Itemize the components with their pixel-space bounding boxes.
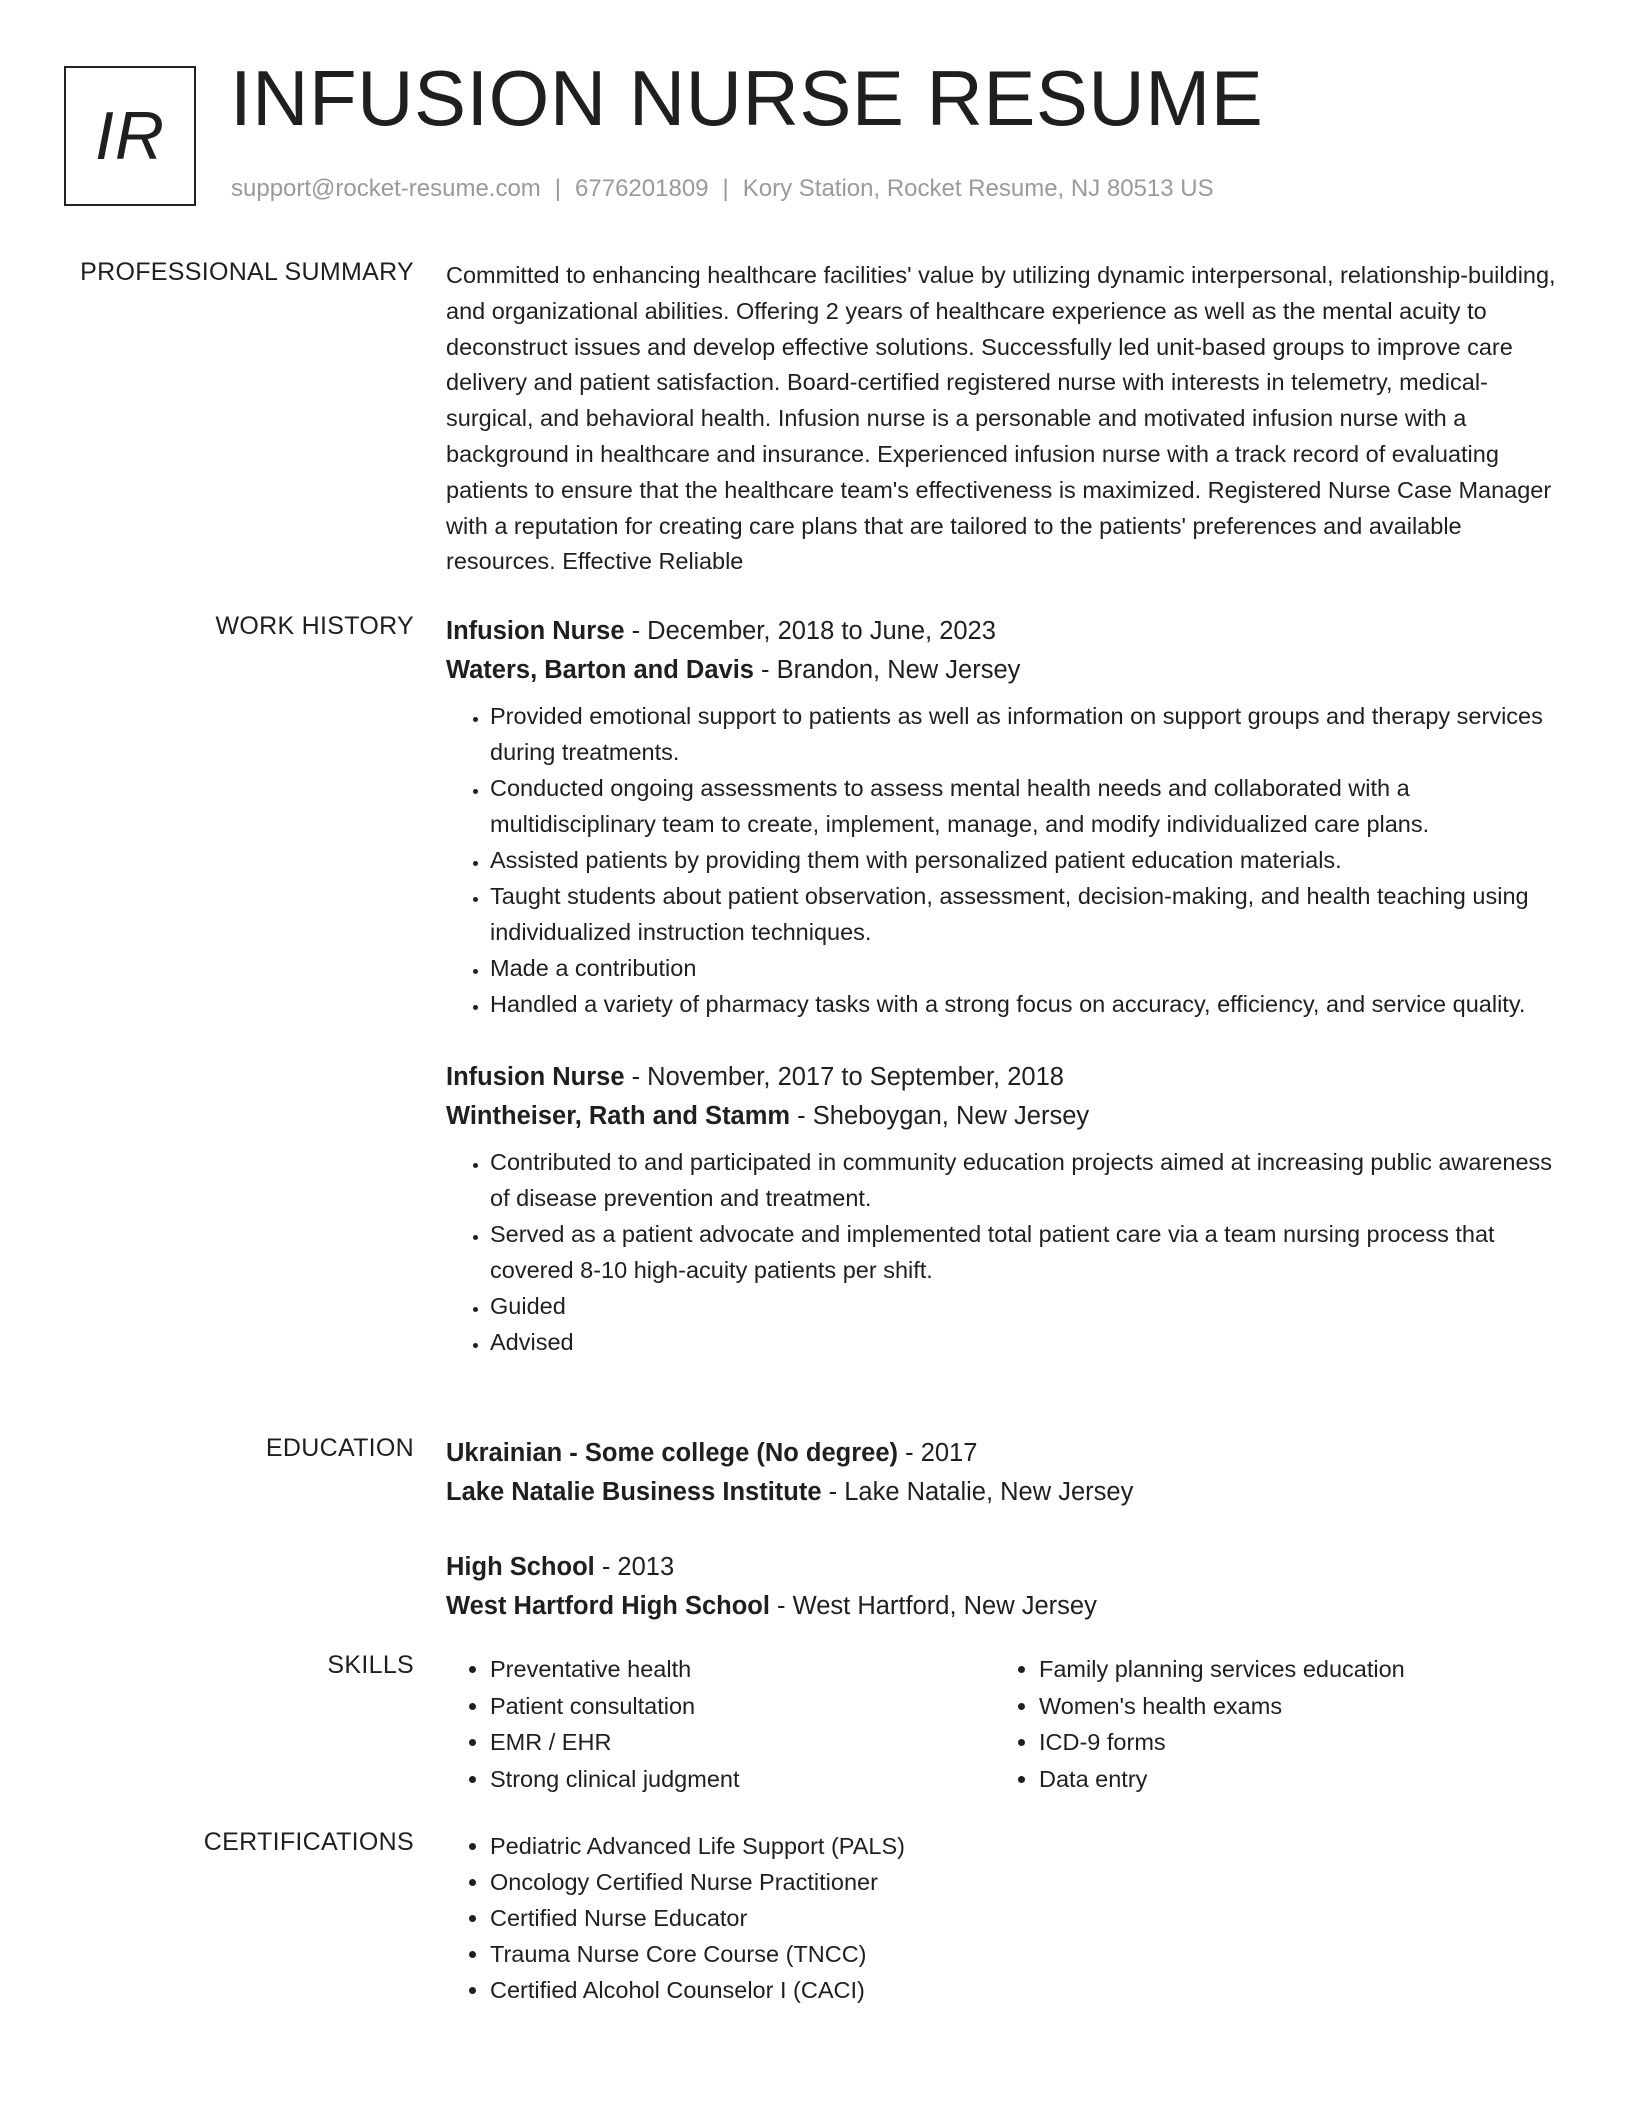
contact-email: support@rocket-resume.com [231,175,541,202]
job-bullet: • Made a contribution [490,950,1556,986]
education-school-line [446,1587,1556,1626]
education-degree: High School [446,1553,595,1581]
skill-item: • Family planning services education [1039,1651,1544,1688]
skills-body [446,1651,1556,1797]
skill-item: • Data entry [1039,1761,1544,1798]
certification-item: • Certified Nurse Educator [490,1900,1556,1936]
skill-item: • Strong clinical judgment [490,1761,995,1798]
education-school: West Hartford High School [446,1592,770,1620]
job-company: Waters, Barton and Davis [446,656,754,684]
contact-address: Kory Station, Rocket Resume, NJ 80513 US [742,175,1214,202]
job-dates: - November, 2017 to September, 2018 [624,1063,1064,1091]
job-bullet: • Contributed to and participated in community education projects aimed at increasing public awareness of disease prevention and treatment. [490,1144,1556,1216]
section-heading: CERTIFICATIONS [203,1828,414,1856]
section-heading: EDUCATION [265,1434,414,1462]
job-title: Infusion Nurse [446,617,625,645]
education-school: Lake Natalie Business Institute [446,1478,822,1506]
job-bullet: • Provided emotional support to patients as well as information on support groups and therapy services during treatments. [490,698,1556,770]
monogram-text: IR [95,98,165,174]
education-entry [446,1434,1556,1512]
skills-grid [446,1651,1556,1797]
job-company: Wintheiser, Rath and Stamm [446,1102,791,1130]
skills-column-left [446,1651,995,1797]
education-degree-line [446,1434,1556,1473]
job-company-line [446,1097,1556,1136]
certification-item: • Certified Alcohol Counselor I (CACI) [490,1972,1556,2008]
job-entry [446,1058,1556,1360]
contact-separator: | [722,175,729,202]
job-bullet: • Taught students about patient observation, assessment, decision-making, and health teaching using individualized instruction techniques. [490,878,1556,950]
education-body [446,1434,1556,1662]
job-title-line [446,612,1556,651]
job-bullets [446,1144,1556,1360]
skills-column-right [995,1651,1544,1797]
job-location: - Sheboygan, New Jersey [790,1102,1090,1130]
section-heading: WORK HISTORY [215,612,414,640]
job-bullet: • Guided [490,1288,1556,1324]
job-bullet: • Served as a patient advocate and implemented total patient care via a team nursing process that covered 8-10 high-acuity patients per shift. [490,1216,1556,1288]
resume-title: INFUSION NURSE RESUME [230,54,1264,142]
summary-text: Committed to enhancing healthcare facilities' value by utilizing dynamic interpersonal, relationship-building, and organizational abilities. Offering 2 years of healthcare experience as well as the mental acuity to deconstruct issues and develop effective solutions. Successfully led unit-based groups to improve care delivery and patient satisfaction. Board-certified registered nurse with interests in telemetry, medical-surgical, and behavioral health. Infusion nurse is a personable and motivated infusion nurse with a background in healthcare and insurance. Experienced infusion nurse with a track record of evaluating patients to ensure that the healthcare team's effectiveness is maximized. Registered Nurse Case Manager with a reputation for creating care plans that are tailored to the patients' preferences and available resources. Effective Reliable [446,262,1556,575]
summary-body [446,258,1556,580]
job-bullet: • Advised [490,1324,1556,1360]
job-bullets [446,698,1556,1022]
job-bullet: • Assisted patients by providing them with personalized patient education materials. [490,842,1556,878]
certifications-body [446,1828,1556,2008]
job-entry [446,612,1556,1022]
job-location: - Brandon, New Jersey [753,656,1021,684]
education-location: - West Hartford, New Jersey [769,1592,1097,1620]
education-school-line [446,1473,1556,1512]
certification-item: • Oncology Certified Nurse Practitioner [490,1864,1556,1900]
certifications-list [446,1828,1556,2008]
skill-item: • EMR / EHR [490,1724,995,1761]
job-bullet: • Handled a variety of pharmacy tasks with a strong focus on accuracy, efficiency, and service quality. [490,986,1556,1022]
certification-item: • Trauma Nurse Core Course (TNCC) [490,1936,1556,1972]
education-entry [446,1548,1556,1626]
contact-phone: 6776201809 [575,175,709,202]
job-company-line [446,651,1556,690]
contact-separator: | [554,175,562,202]
education-year: - 2017 [898,1439,978,1467]
section-heading: PROFESSIONAL SUMMARY [80,258,414,286]
job-dates: - December, 2018 to June, 2023 [624,617,996,645]
job-title-line [446,1058,1556,1097]
section-heading: SKILLS [327,1651,414,1679]
skill-item: • ICD-9 forms [1039,1724,1544,1761]
skill-item: • Preventative health [490,1651,995,1688]
job-bullet: • Conducted ongoing assessments to assess mental health needs and collaborated with a multidisciplinary team to create, implement, manage, and modify individualized care plans. [490,770,1556,842]
work-history-body [446,612,1556,1396]
skill-item: • Women's health exams [1039,1688,1544,1725]
education-location: - Lake Natalie, New Jersey [821,1478,1134,1506]
contact-line [231,175,1214,203]
education-degree-line [446,1548,1556,1587]
education-degree: Ukrainian - Some college (No degree) [446,1439,899,1467]
certification-item: • Pediatric Advanced Life Support (PALS) [490,1828,1556,1864]
job-title: Infusion Nurse [446,1063,625,1091]
skill-item: • Patient consultation [490,1688,995,1725]
education-year: - 2013 [594,1553,675,1581]
monogram-logo [64,66,196,206]
